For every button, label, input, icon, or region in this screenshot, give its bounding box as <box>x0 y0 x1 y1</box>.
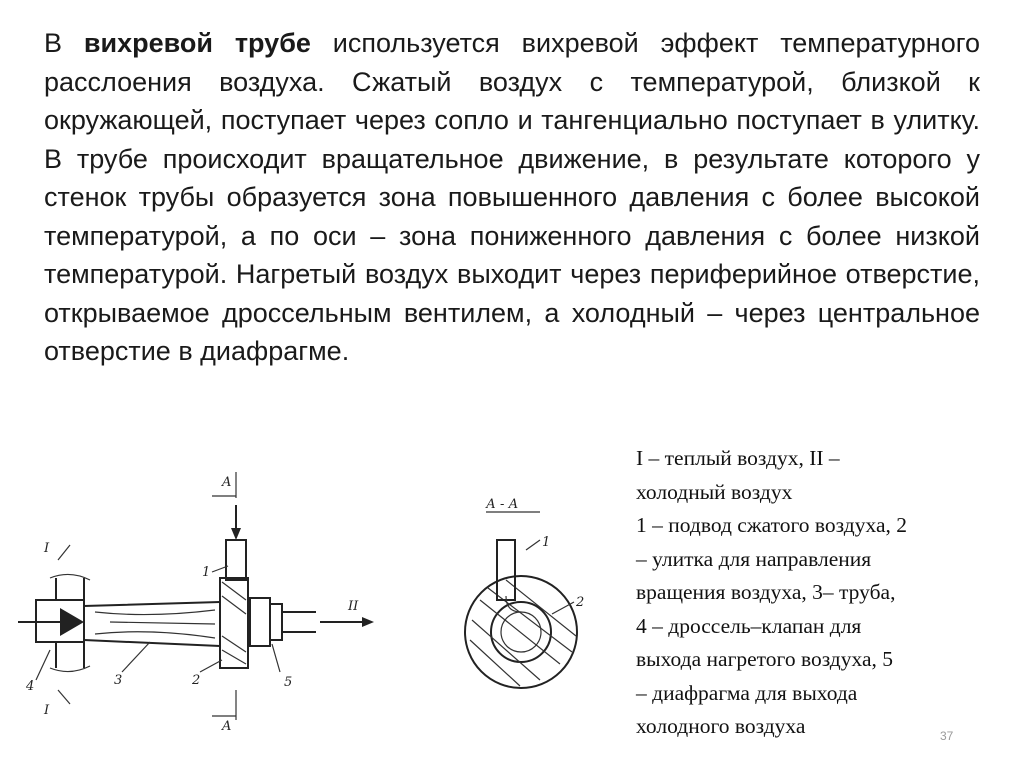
leader-2 <box>200 660 222 672</box>
flow-streamlines <box>95 610 215 638</box>
warm-flow-arrow-bottom <box>58 690 70 704</box>
label-section-top: A <box>222 475 232 490</box>
label-2: 2 <box>192 673 201 688</box>
tangential-inlet <box>497 540 515 600</box>
label-flow-II: II <box>348 599 359 614</box>
leader-4 <box>36 650 50 680</box>
leader-3 <box>122 642 150 672</box>
cold-outlet-pipe <box>282 612 316 632</box>
label-section-bottom: A <box>222 719 232 734</box>
legend-line: 4 – дроссель–клапан для <box>636 613 862 638</box>
inlet-flange-top <box>56 578 84 600</box>
throttle-valve <box>250 598 270 646</box>
legend-line: холодный воздух <box>636 479 793 504</box>
leader-5 <box>272 644 280 672</box>
legend-line: – диафрагма для выхода <box>636 680 858 705</box>
inlet-flange-bottom <box>56 642 84 668</box>
snail-inner-circle <box>491 602 551 662</box>
tube-longitudinal-section <box>18 472 374 734</box>
leader-1b <box>526 540 540 550</box>
inlet-arrowhead <box>60 608 84 636</box>
label-section-title: А - А <box>486 497 519 512</box>
legend-line: выхода нагретого воздуха, 5 <box>636 647 894 671</box>
label-flow-I-bottom: I <box>44 703 50 718</box>
paragraph-rest: используется вихревой эффект температурного расслоения воздуха. Сжатый воздух с температурой, близкой к окружающей, поступает через сопло и тангенциально поступает в улитку. В трубе происходит вращательное движение, в результате которого у стенок трубы образуется зона повышенного давления с более высокой температурой, а по оси – зона пониженного давления с более низкой температурой. Нагретый воздух выходит через периферийное отверстие, открываемое дроссельным вентилем, а холодный – через центральное отверстие в диафрагме. <box>44 28 980 366</box>
cross-section-AA <box>465 497 584 688</box>
label-3: 3 <box>114 673 123 688</box>
word-v: В <box>44 28 63 58</box>
air-supply-pipe <box>226 540 246 580</box>
legend-line: – улитка для направления <box>636 546 872 571</box>
air-supply-arrowhead <box>231 528 241 540</box>
outer-housing-circle <box>465 576 577 688</box>
label-2b: 2 <box>576 595 585 610</box>
page-number: 37 <box>940 729 954 743</box>
diaphragm <box>270 604 282 640</box>
cross-hatching <box>470 580 576 686</box>
warm-flow-arrow-top <box>58 545 70 560</box>
legend-line: I – теплый воздух, II – <box>636 446 840 470</box>
label-flow-I-top: I <box>44 541 50 556</box>
label-1: 1 <box>202 565 211 580</box>
tube-bore-circle <box>501 612 541 652</box>
label-4: 4 <box>26 679 35 694</box>
legend-line: холодного воздуха <box>636 714 806 738</box>
term-vortex-tube: вихревой трубе <box>83 28 311 58</box>
legend-line: вращения воздуха, 3– труба, <box>636 580 896 604</box>
label-5: 5 <box>284 675 293 690</box>
diagram-legend <box>636 442 986 744</box>
label-1b: 1 <box>542 535 551 550</box>
cold-outlet-arrowhead <box>362 617 374 627</box>
legend-line: 1 – подвод сжатого воздуха, 2 <box>636 513 907 537</box>
housing-hatching <box>222 582 246 664</box>
